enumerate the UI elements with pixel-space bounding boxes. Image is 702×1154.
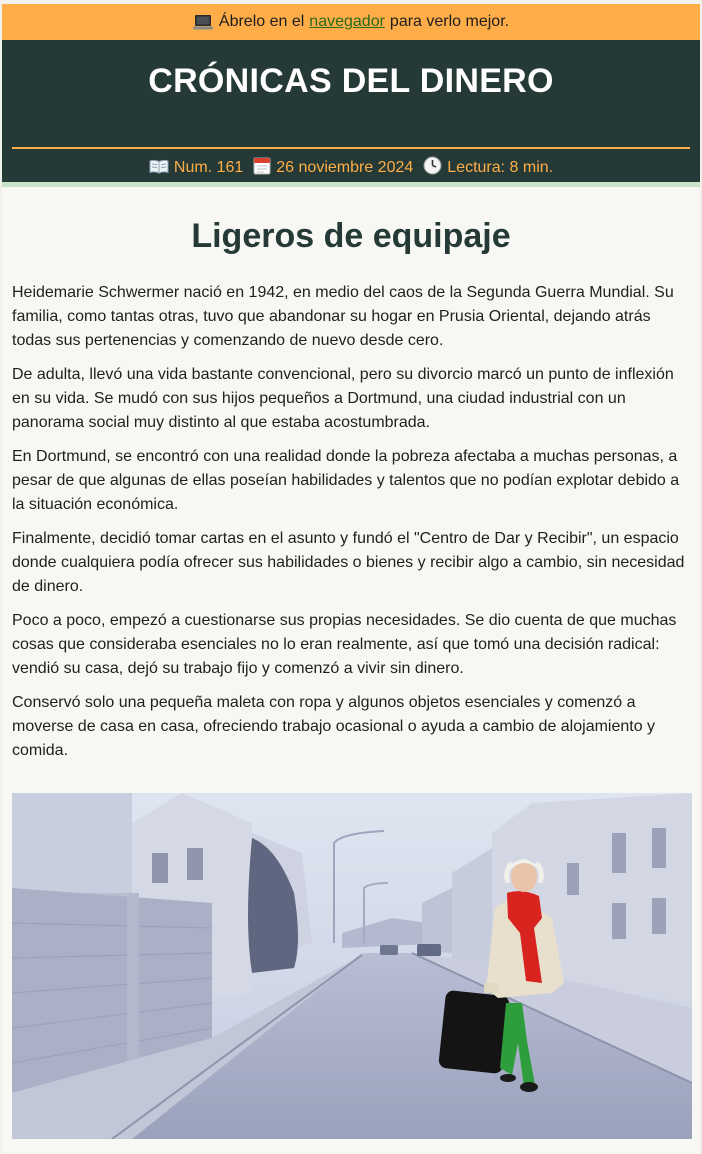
banner-suffix: para verlo mejor. [389,13,510,30]
reading-time [423,156,553,180]
browser-link[interactable]: navegador [309,13,385,30]
reading-time-label: Lectura: 8 min. [447,159,554,176]
newsletter-title: CRÓNICAS DEL DINERO [148,62,554,100]
issue-meta [2,156,700,180]
open-in-browser-banner [2,4,700,40]
article-paragraph: En Dortmund, se encontró con una realidad donde la pobreza afectaba a muchas personas, a pesar de que algunas de ellas poseían habilidades y talentos que no podían explotar debido a la situación económica. [12,448,680,513]
clock-icon [423,156,447,180]
banner-prefix: Ábrelo en el [218,13,305,30]
book-icon [149,158,174,179]
header-divider [12,147,690,149]
newsletter-header [2,40,700,187]
calendar-icon [253,156,276,180]
laptop-icon [193,14,213,30]
article-paragraph: Poco a poco, empezó a cuestionarse sus propias necesidades. Se dio cuenta de que muchas cosas que consideraba esenciales no lo eran realmente, así que tomó una decisión radical: vendió su casa, dejó su trabajo fijo y comenzó a vivir sin dinero. [12,612,677,677]
article-title: Ligeros de equipaje [191,217,511,255]
article-paragraph: Heidemarie Schwermer nació en 1942, en medio del caos de la Segunda Guerra Mundial. Su familia, como tantas otras, tuvo que abandonar su hogar en Prusia Oriental, dejando atrás todas sus pertenencias y comenzando de nuevo desde cero. [12,284,674,349]
article-paragraph: De adulta, llevó una vida bastante convencional, pero su divorcio marcó un punto de inflexión en su vida. Se mudó con sus hijos pequeños a Dortmund, una ciudad industrial con un panorama social muy distinto al que estaba acostumbrada. [12,366,674,431]
article-photo [12,793,692,1139]
issue-number-label: Num. 161 [173,159,244,176]
article-paragraph: Conservó solo una pequeña maleta con ropa y algunos objetos esenciales y comenzó a moverse de casa en casa, ofreciendo trabajo ocasional o ayuda a cambio de alojamiento y comida. [12,694,656,759]
issue-date [253,156,413,180]
issue-number [149,158,243,179]
article-paragraph: Finalmente, decidió tomar cartas en el asunto y fundó el "Centro de Dar y Recibir", un espacio donde cualquiera podía ofrecer sus habilidades o bienes y recibir algo a cambio, sin necesidad de dinero. [12,530,685,595]
article [2,217,700,1139]
issue-date-label: 26 noviembre 2024 [276,159,414,176]
